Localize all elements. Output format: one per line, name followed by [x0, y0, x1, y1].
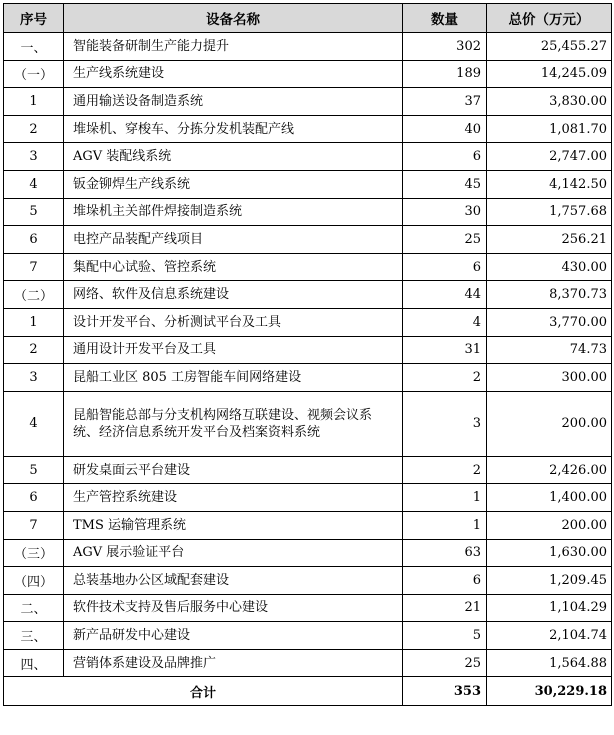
seq-cell: 3 — [4, 364, 64, 392]
total-label: 合计 — [4, 677, 403, 706]
price-cell: 2,426.00 — [487, 456, 612, 484]
seq-cell: 四、 — [4, 649, 64, 677]
qty-cell: 2 — [403, 456, 487, 484]
table-row — [4, 33, 612, 61]
qty-cell: 30 — [403, 198, 487, 226]
qty-cell: 25 — [403, 226, 487, 254]
price-cell: 25,455.27 — [487, 33, 612, 61]
price-cell: 1,104.29 — [487, 594, 612, 622]
name-cell: 昆船智能总部与分支机构网络互联建设、视频会议系统、经济信息系统开发平台及档案资料系统 — [64, 391, 403, 456]
name-cell: 堆垛机、穿梭车、分拣分发机装配产线 — [64, 115, 403, 143]
table-row — [4, 622, 612, 650]
price-cell: 1,564.88 — [487, 649, 612, 677]
qty-cell: 37 — [403, 88, 487, 116]
name-cell: 智能装备研制生产能力提升 — [64, 33, 403, 61]
price-cell: 1,630.00 — [487, 539, 612, 567]
seq-cell: 一、 — [4, 33, 64, 61]
name-cell: 生产线系统建设 — [64, 60, 403, 88]
seq-cell: 二、 — [4, 594, 64, 622]
seq-cell: 三、 — [4, 622, 64, 650]
qty-cell: 1 — [403, 484, 487, 512]
price-cell: 3,830.00 — [487, 88, 612, 116]
name-cell: AGV 展示验证平台 — [64, 539, 403, 567]
qty-cell: 5 — [403, 622, 487, 650]
name-cell: AGV 装配线系统 — [64, 143, 403, 171]
name-cell: 昆船工业区 805 工房智能车间网络建设 — [64, 364, 403, 392]
price-cell: 14,245.09 — [487, 60, 612, 88]
qty-cell: 6 — [403, 253, 487, 281]
seq-cell: 3 — [4, 143, 64, 171]
qty-cell: 6 — [403, 143, 487, 171]
qty-cell: 6 — [403, 567, 487, 595]
qty-cell: 189 — [403, 60, 487, 88]
price-cell: 256.21 — [487, 226, 612, 254]
total-price: 30,229.18 — [487, 677, 612, 706]
seq-cell: 5 — [4, 456, 64, 484]
name-cell: 钣金铆焊生产线系统 — [64, 170, 403, 198]
name-cell: 通用设计开发平台及工具 — [64, 336, 403, 364]
price-cell: 4,142.50 — [487, 170, 612, 198]
table-row — [4, 88, 612, 116]
table-row — [4, 253, 612, 281]
price-cell: 8,370.73 — [487, 281, 612, 309]
price-cell: 2,747.00 — [487, 143, 612, 171]
seq-cell: 6 — [4, 484, 64, 512]
equipment-table — [3, 3, 612, 706]
table-row — [4, 60, 612, 88]
price-cell: 1,757.68 — [487, 198, 612, 226]
header-qty: 数量 — [403, 4, 487, 33]
seq-cell: 7 — [4, 511, 64, 539]
name-cell: 新产品研发中心建设 — [64, 622, 403, 650]
price-cell: 430.00 — [487, 253, 612, 281]
qty-cell: 21 — [403, 594, 487, 622]
name-cell: 堆垛机主关部件焊接制造系统 — [64, 198, 403, 226]
price-cell: 3,770.00 — [487, 308, 612, 336]
table-row — [4, 115, 612, 143]
name-cell: 电控产品装配产线项目 — [64, 226, 403, 254]
table-row — [4, 484, 612, 512]
name-cell: 总装基地办公区域配套建设 — [64, 567, 403, 595]
table-row — [4, 143, 612, 171]
seq-cell: 5 — [4, 198, 64, 226]
seq-cell: （四） — [4, 567, 64, 595]
name-cell: 营销体系建设及品牌推广 — [64, 649, 403, 677]
table-row — [4, 539, 612, 567]
seq-cell: 4 — [4, 170, 64, 198]
qty-cell: 44 — [403, 281, 487, 309]
price-cell: 74.73 — [487, 336, 612, 364]
seq-cell: 2 — [4, 336, 64, 364]
table-row — [4, 308, 612, 336]
header-name: 设备名称 — [64, 4, 403, 33]
table-row — [4, 649, 612, 677]
header-price: 总价（万元） — [487, 4, 612, 33]
header-row — [4, 4, 612, 33]
seq-cell: 1 — [4, 308, 64, 336]
seq-cell: （三） — [4, 539, 64, 567]
header-seq: 序号 — [4, 4, 64, 33]
name-cell: 软件技术支持及售后服务中心建设 — [64, 594, 403, 622]
seq-cell: （一） — [4, 60, 64, 88]
table-row — [4, 198, 612, 226]
name-cell: 集配中心试验、管控系统 — [64, 253, 403, 281]
seq-cell: （二） — [4, 281, 64, 309]
total-qty: 353 — [403, 677, 487, 706]
price-cell: 200.00 — [487, 391, 612, 456]
table-row — [4, 594, 612, 622]
qty-cell: 63 — [403, 539, 487, 567]
qty-cell: 4 — [403, 308, 487, 336]
qty-cell: 1 — [403, 511, 487, 539]
name-cell: 生产管控系统建设 — [64, 484, 403, 512]
table-row — [4, 281, 612, 309]
seq-cell: 4 — [4, 391, 64, 456]
table-row — [4, 391, 612, 456]
name-cell: 网络、软件及信息系统建设 — [64, 281, 403, 309]
table-row — [4, 170, 612, 198]
name-cell: 通用输送设备制造系统 — [64, 88, 403, 116]
price-cell: 200.00 — [487, 511, 612, 539]
seq-cell: 7 — [4, 253, 64, 281]
qty-cell: 302 — [403, 33, 487, 61]
table-row — [4, 456, 612, 484]
table-row — [4, 567, 612, 595]
price-cell: 1,400.00 — [487, 484, 612, 512]
seq-cell: 2 — [4, 115, 64, 143]
price-cell: 2,104.74 — [487, 622, 612, 650]
table-row — [4, 336, 612, 364]
table-row — [4, 364, 612, 392]
total-row — [4, 677, 612, 706]
qty-cell: 45 — [403, 170, 487, 198]
price-cell: 1,209.45 — [487, 567, 612, 595]
name-cell: TMS 运输管理系统 — [64, 511, 403, 539]
name-cell: 设计开发平台、分析测试平台及工具 — [64, 308, 403, 336]
price-cell: 1,081.70 — [487, 115, 612, 143]
qty-cell: 3 — [403, 391, 487, 456]
seq-cell: 1 — [4, 88, 64, 116]
name-cell: 研发桌面云平台建设 — [64, 456, 403, 484]
qty-cell: 31 — [403, 336, 487, 364]
seq-cell: 6 — [4, 226, 64, 254]
qty-cell: 2 — [403, 364, 487, 392]
qty-cell: 25 — [403, 649, 487, 677]
price-cell: 300.00 — [487, 364, 612, 392]
qty-cell: 40 — [403, 115, 487, 143]
table-row — [4, 511, 612, 539]
table-row — [4, 226, 612, 254]
